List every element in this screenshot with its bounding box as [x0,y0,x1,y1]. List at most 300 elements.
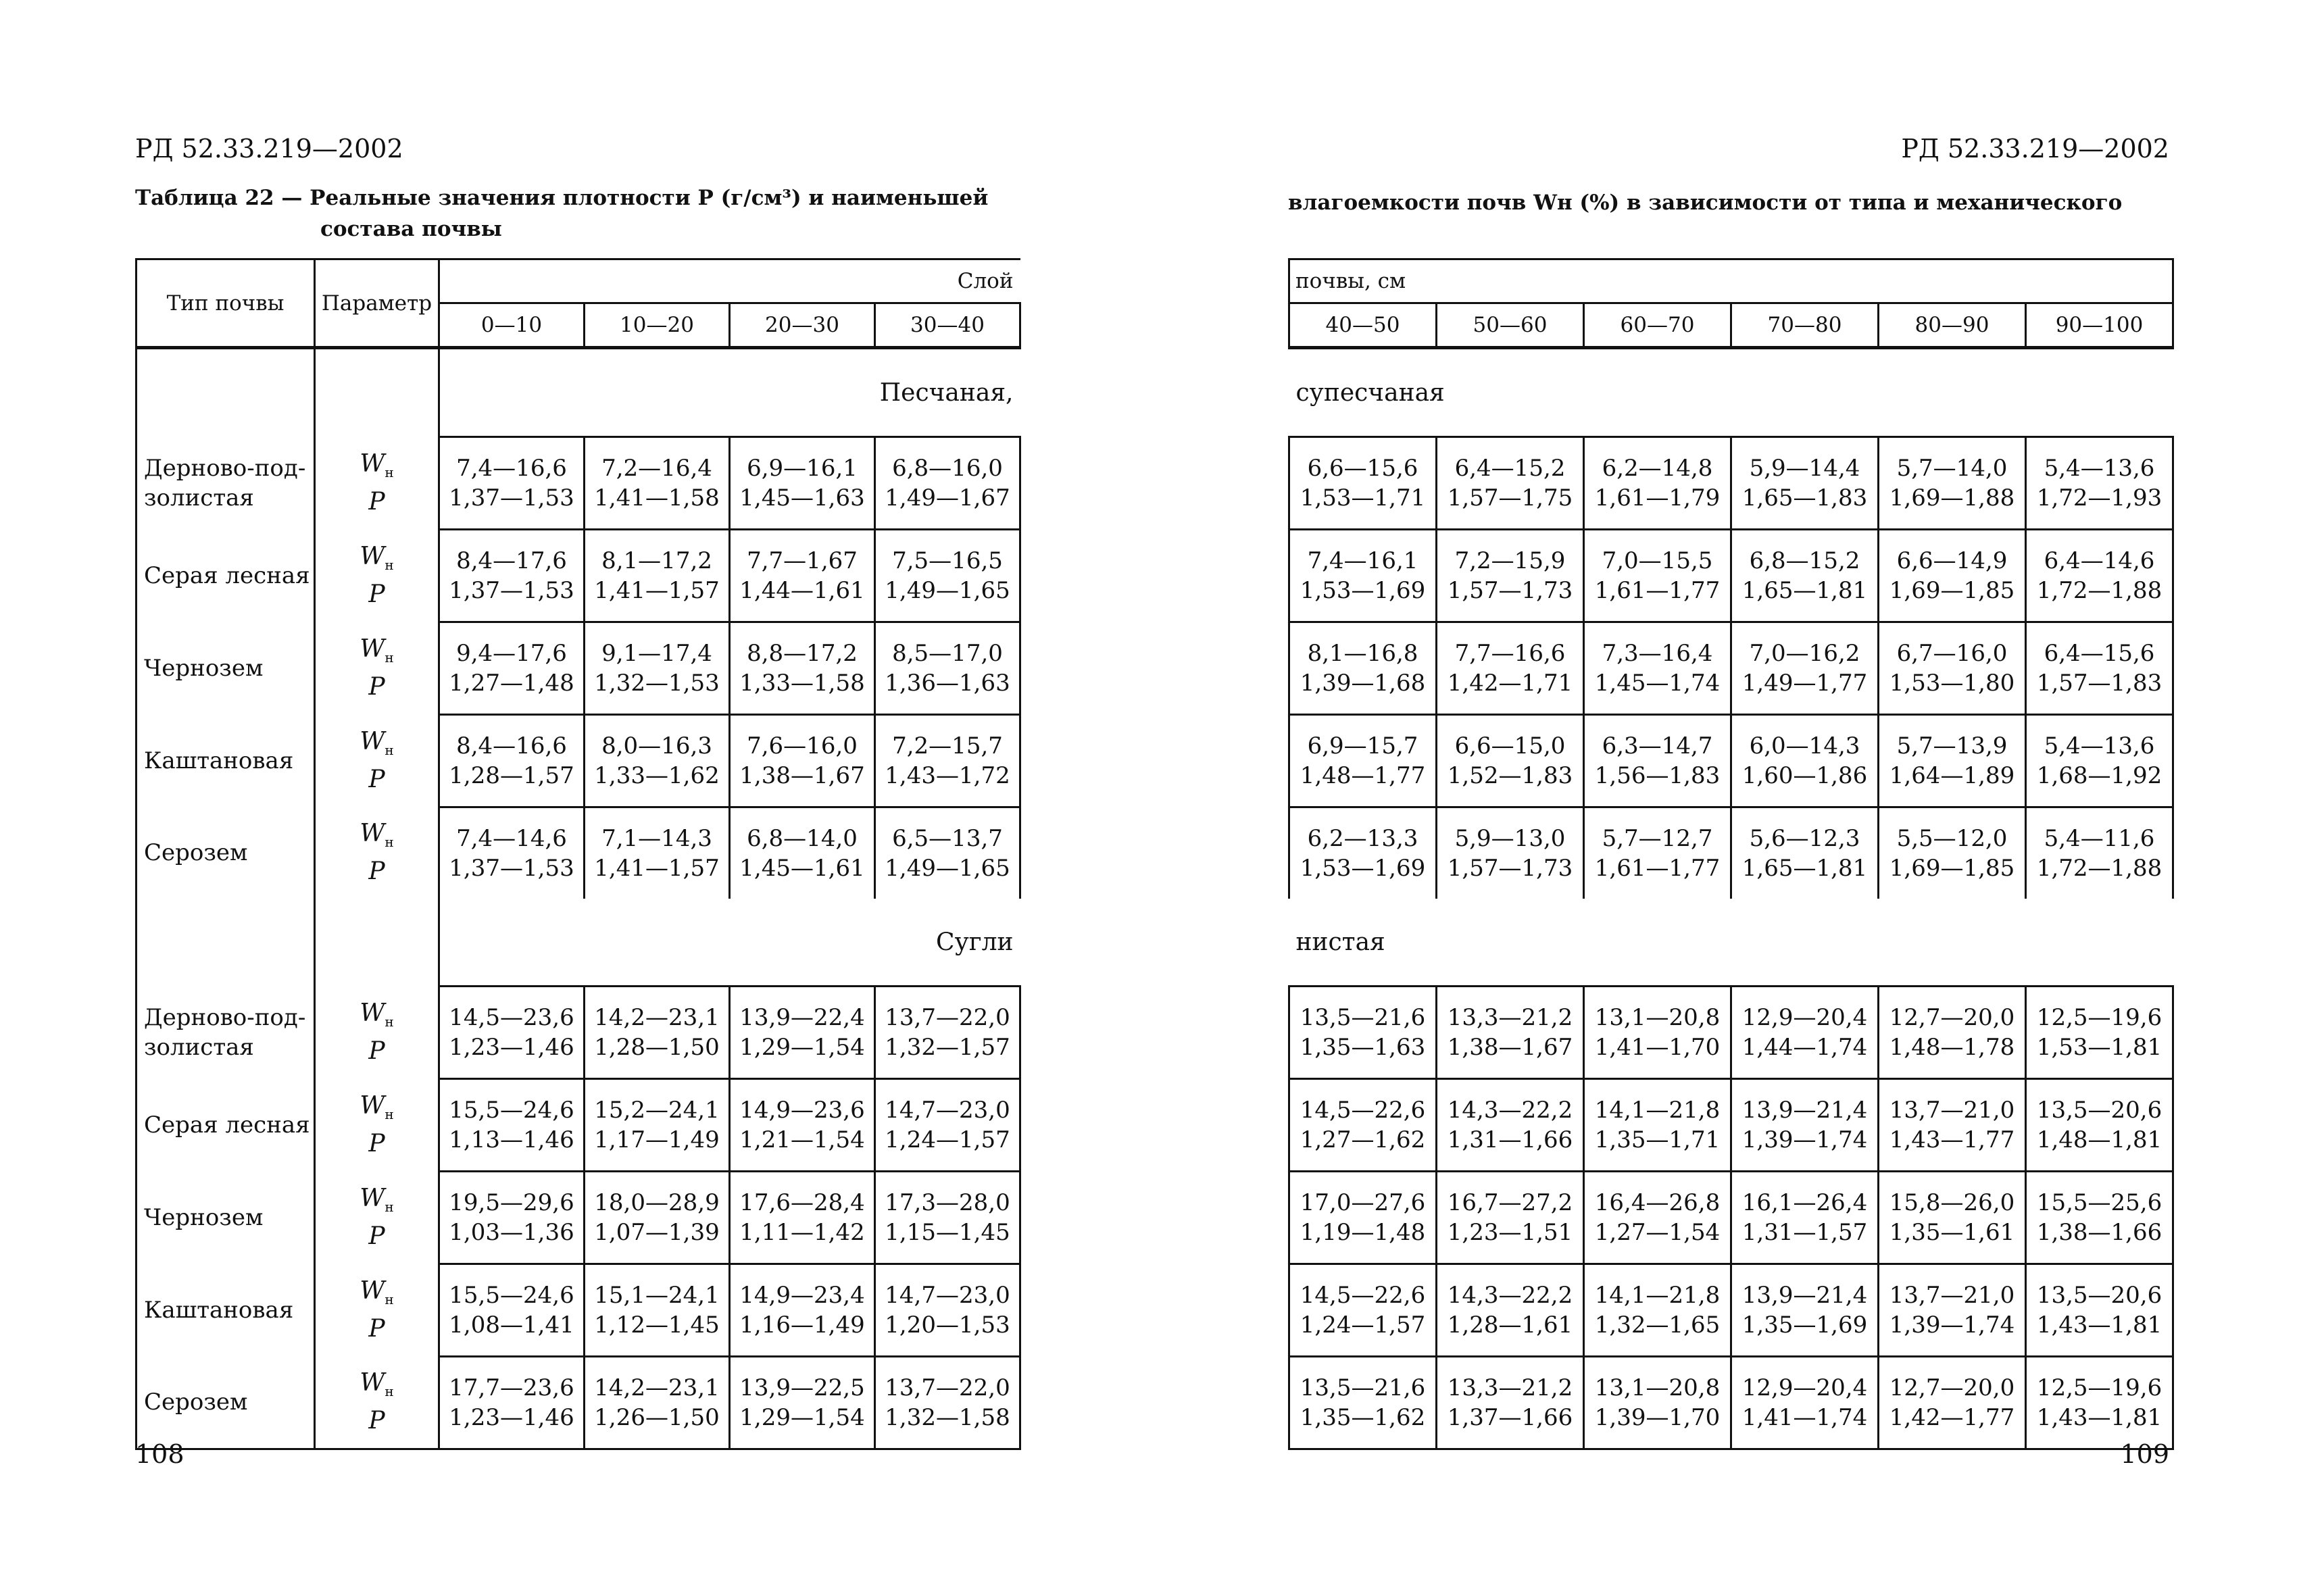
value-cell [585,530,730,622]
moisture-range: 6,4—14,6 [2044,547,2155,574]
moisture-range: 6,5—13,7 [892,825,1003,852]
parameter-w-subscript: н [385,557,394,574]
moisture-range: 14,9—23,4 [739,1282,865,1309]
moisture-range: 6,4—15,6 [2044,640,2155,667]
table-row [1289,1172,2173,1264]
value-cell [1584,715,1731,807]
layer-header: Слой [439,259,1020,303]
moisture-range: 14,9—23,6 [739,1097,865,1124]
density-range: 1,36—1,63 [885,670,1010,697]
density-range: 1,16—1,49 [739,1312,865,1339]
density-range: 1,65—1,81 [1741,855,1868,882]
parameter-w: W [360,634,385,663]
moisture-range: 14,2—23,1 [594,1374,720,1401]
value-cell [1731,715,1879,807]
layer-range-header: 50—60 [1437,303,1584,348]
layer-range-header: 20—30 [730,303,875,348]
moisture-range: 15,8—26,0 [1889,1189,2015,1216]
density-range: 1,27—1,54 [1594,1219,1721,1246]
moisture-range: 6,8—16,0 [892,455,1003,482]
density-range: 1,65—1,81 [1741,577,1868,604]
value-cell [875,715,1020,807]
density-range: 1,12—1,45 [594,1312,720,1339]
soil-type: Каштановая [137,715,315,807]
parameter-w-label [316,1184,438,1222]
density-range: 1,37—1,53 [449,484,574,512]
density-range: 1,53—1,81 [2036,1034,2162,1061]
moisture-range: 13,9—21,4 [1741,1282,1868,1309]
parameter-cell [315,807,439,899]
table-row [137,1357,1020,1449]
parameter-w-subscript: н [385,1106,394,1123]
value-cell [1289,807,1437,899]
layer-range-header: 60—70 [1584,303,1731,348]
value-cell [875,807,1020,899]
moisture-range: 9,4—17,6 [456,640,567,667]
density-range: 1,31—1,57 [1741,1219,1868,1246]
parameter-w: W [360,820,385,848]
table-row [1289,622,2173,715]
moisture-range: 14,7—23,0 [885,1282,1010,1309]
moisture-range: 16,4—26,8 [1594,1189,1721,1216]
value-cell [730,1357,875,1449]
density-range: 1,52—1,83 [1447,762,1573,789]
value-cell [1584,1264,1731,1357]
parameter-p-label: P [368,1222,385,1251]
density-range: 1,35—1,69 [1741,1312,1868,1339]
parameter-w-subscript: н [385,1199,394,1216]
moisture-range: 6,6—15,0 [1454,732,1566,759]
layer-range-header: 40—50 [1289,303,1437,348]
value-cell [730,530,875,622]
value-cell [1289,1264,1437,1357]
section-heading-row [137,899,1020,987]
value-cell [1584,530,1731,622]
moisture-range: 6,6—15,6 [1307,455,1418,482]
moisture-range: 18,0—28,9 [594,1189,720,1216]
density-range: 1,28—1,57 [449,762,574,789]
value-cell [875,987,1020,1079]
moisture-range: 8,1—17,2 [601,547,712,574]
density-range: 1,19—1,48 [1300,1219,1426,1246]
parameter-w-subscript: н [385,1383,394,1400]
moisture-range: 6,2—13,3 [1307,825,1418,852]
value-cell [875,1172,1020,1264]
moisture-range: 7,2—16,4 [601,455,712,482]
value-cell [2026,807,2173,899]
density-range: 1,61—1,79 [1594,484,1721,512]
moisture-range: 16,1—26,4 [1741,1189,1868,1216]
value-cell [1437,807,1584,899]
value-cell [2026,622,2173,715]
parameter-cell [315,1264,439,1357]
table-row [137,807,1020,899]
density-range: 1,42—1,71 [1447,670,1573,697]
parameter-p-label: P [368,1407,385,1435]
parameter-cell [315,1172,439,1264]
moisture-range: 6,0—14,3 [1749,732,1860,759]
value-cell [1289,622,1437,715]
value-cell [730,715,875,807]
moisture-range: 5,6—12,3 [1749,825,1860,852]
moisture-range: 6,7—16,0 [1896,640,2008,667]
density-range: 1,61—1,77 [1594,855,1721,882]
table-row [137,530,1020,622]
parameter-w-label [316,1276,438,1314]
value-cell [439,1172,585,1264]
density-range: 1,15—1,45 [885,1219,1010,1246]
table-row [137,437,1020,530]
parameter-cell [315,437,439,530]
density-range: 1,29—1,54 [739,1034,865,1061]
data-table-left-page [135,258,1021,1450]
value-cell [730,1264,875,1357]
density-range: 1,08—1,41 [449,1312,574,1339]
soil-type: Чернозем [137,1172,315,1264]
density-range: 1,37—1,66 [1447,1404,1573,1431]
moisture-range: 7,2—15,7 [892,732,1003,759]
density-range: 1,38—1,66 [2036,1219,2162,1246]
moisture-range: 7,4—16,1 [1307,547,1418,574]
density-range: 1,57—1,83 [2036,670,2162,697]
density-range: 1,57—1,75 [1447,484,1573,512]
density-range: 1,32—1,57 [885,1034,1010,1061]
soil-type: Дерново-под- золистая [137,437,315,530]
value-cell [730,987,875,1079]
density-range: 1,56—1,83 [1594,762,1721,789]
parameter-w-label [316,1091,438,1129]
moisture-range: 7,4—16,6 [456,455,567,482]
value-cell [1879,1357,2026,1449]
moisture-range: 6,2—14,8 [1602,455,1713,482]
density-range: 1,37—1,53 [449,855,574,882]
moisture-range: 7,7—16,6 [1454,640,1566,667]
value-cell [1879,1264,2026,1357]
moisture-range: 12,5—19,6 [2036,1004,2162,1031]
moisture-range: 7,0—16,2 [1749,640,1860,667]
density-range: 1,49—1,65 [885,577,1010,604]
moisture-range: 5,9—14,4 [1749,455,1860,482]
moisture-range: 9,1—17,4 [601,640,712,667]
soil-type: Дерново-под- золистая [137,987,315,1079]
value-cell [585,1264,730,1357]
value-cell [439,530,585,622]
value-cell [585,715,730,807]
value-cell [730,1172,875,1264]
value-cell [1584,1172,1731,1264]
density-range: 1,49—1,77 [1741,670,1868,697]
density-range: 1,53—1,69 [1300,855,1426,882]
density-range: 1,49—1,67 [885,484,1010,512]
moisture-range: 17,6—28,4 [739,1189,865,1216]
moisture-range: 14,1—21,8 [1594,1282,1721,1309]
moisture-range: 7,6—16,0 [747,732,858,759]
soil-type: Каштановая [137,1264,315,1357]
moisture-range: 6,4—15,2 [1454,455,1566,482]
moisture-range: 13,7—22,0 [885,1004,1010,1031]
table-caption-left [135,182,988,245]
density-range: 1,03—1,36 [449,1219,574,1246]
value-cell [585,1357,730,1449]
value-cell [585,622,730,715]
density-range: 1,27—1,48 [449,670,574,697]
moisture-range: 14,2—23,1 [594,1004,720,1031]
density-range: 1,23—1,46 [449,1404,574,1431]
caption-line-2: состава почвы [320,217,502,241]
value-cell [1731,1357,1879,1449]
parameter-w: W [360,1276,385,1305]
moisture-range: 8,1—16,8 [1307,640,1418,667]
density-range: 1,45—1,61 [739,855,865,882]
moisture-range: 5,4—13,6 [2044,732,2155,759]
value-cell [1437,437,1584,530]
value-cell [1289,437,1437,530]
moisture-range: 12,9—20,4 [1741,1374,1868,1401]
header-row [1289,259,2173,303]
value-cell [1437,530,1584,622]
layer-range-header: 80—90 [1879,303,2026,348]
table-row [137,715,1020,807]
density-range: 1,69—1,85 [1889,855,2015,882]
density-range: 1,43—1,77 [1889,1126,2015,1153]
density-range: 1,72—1,88 [2036,577,2162,604]
parameter-w: W [360,727,385,755]
density-range: 1,26—1,50 [594,1404,720,1431]
value-cell [875,1079,1020,1172]
value-cell [1731,1079,1879,1172]
density-range: 1,57—1,73 [1447,855,1573,882]
moisture-range: 7,1—14,3 [601,825,712,852]
value-cell [1437,1264,1584,1357]
value-cell [1584,1357,1731,1449]
layer-range-header: 10—20 [585,303,730,348]
page-number-left: 108 [135,1439,184,1469]
value-cell [875,1357,1020,1449]
moisture-range: 13,9—21,4 [1741,1097,1868,1124]
section-label: Сугли [936,928,1014,956]
density-range: 1,44—1,61 [739,577,865,604]
value-cell [439,622,585,715]
moisture-range: 14,5—22,6 [1300,1282,1426,1309]
density-range: 1,53—1,80 [1889,670,2015,697]
layer-range-row [1289,303,2173,348]
value-cell [2026,1357,2173,1449]
moisture-range: 8,4—17,6 [456,547,567,574]
density-range: 1,38—1,67 [1447,1034,1573,1061]
value-cell [2026,437,2173,530]
table-row [137,987,1020,1079]
density-range: 1,61—1,77 [1594,577,1721,604]
value-cell [1731,530,1879,622]
value-cell [1289,987,1437,1079]
table-row [137,1172,1020,1264]
density-range: 1,49—1,65 [885,855,1010,882]
moisture-range: 5,7—12,7 [1602,825,1713,852]
parameter-w-subscript: н [385,1014,394,1030]
moisture-range: 7,4—14,6 [456,825,567,852]
value-cell [1731,622,1879,715]
value-cell [439,1079,585,1172]
moisture-range: 17,7—23,6 [449,1374,574,1401]
value-cell [1879,622,2026,715]
density-range: 1,38—1,67 [739,762,865,789]
document-code-right: РД 52.33.219—2002 [1901,134,2169,164]
moisture-range: 13,3—21,2 [1447,1374,1573,1401]
density-range: 1,48—1,81 [2036,1126,2162,1153]
table-caption-right: влагоемкости почв Wн (%) в зависимости от типа и механического [1288,191,2123,215]
moisture-range: 7,7—1,67 [747,547,858,574]
parameter-w-label [316,634,438,672]
parameter-w: W [360,999,385,1027]
parameter-w: W [360,1184,385,1212]
document-code-left: РД 52.33.219—2002 [135,134,403,164]
parameter-p-label: P [368,766,385,794]
moisture-range: 15,5—25,6 [2036,1189,2162,1216]
value-cell [1584,622,1731,715]
density-range: 1,48—1,78 [1889,1034,2015,1061]
header-row [137,259,1020,303]
value-cell [439,1357,585,1449]
density-range: 1,41—1,58 [594,484,720,512]
density-range: 1,68—1,92 [2036,762,2162,789]
parameter-w: W [360,449,385,478]
value-cell [1584,807,1731,899]
moisture-range: 6,9—16,1 [747,455,858,482]
value-cell [1584,987,1731,1079]
density-range: 1,24—1,57 [1300,1312,1426,1339]
density-range: 1,35—1,71 [1594,1126,1721,1153]
value-cell [585,807,730,899]
density-range: 1,48—1,77 [1300,762,1426,789]
section-heading-row [137,348,1020,437]
value-cell [1879,987,2026,1079]
table-row [1289,987,2173,1079]
density-range: 1,43—1,81 [2036,1404,2162,1431]
moisture-range: 8,0—16,3 [601,732,712,759]
layer-range-header: 30—40 [875,303,1020,348]
soil-type: Серая лесная [137,530,315,622]
section-heading-row [1289,899,2173,987]
moisture-range: 6,9—15,7 [1307,732,1418,759]
moisture-range: 12,7—20,0 [1889,1374,2015,1401]
density-range: 1,32—1,58 [885,1404,1010,1431]
parameter-w: W [360,542,385,570]
moisture-range: 14,1—21,8 [1594,1097,1721,1124]
layer-range-header: 70—80 [1731,303,1879,348]
moisture-range: 16,7—27,2 [1447,1189,1573,1216]
value-cell [1437,1172,1584,1264]
moisture-range: 6,8—14,0 [747,825,858,852]
value-cell [2026,987,2173,1079]
parameter-w-label [316,542,438,580]
table-row [1289,715,2173,807]
value-cell [1879,530,2026,622]
layer-range-header: 0—10 [439,303,585,348]
density-range: 1,13—1,46 [449,1126,574,1153]
moisture-range: 8,4—16,6 [456,732,567,759]
value-cell [1437,1079,1584,1172]
moisture-range: 13,9—22,4 [739,1004,865,1031]
parameter-w: W [360,1369,385,1397]
density-range: 1,69—1,88 [1889,484,2015,512]
moisture-range: 5,5—12,0 [1896,825,2008,852]
soil-type-header: Тип почвы [137,259,315,348]
density-range: 1,53—1,71 [1300,484,1426,512]
table-row [1289,530,2173,622]
moisture-range: 13,3—21,2 [1447,1004,1573,1031]
value-cell [2026,1264,2173,1357]
moisture-range: 7,5—16,5 [892,547,1003,574]
density-range: 1,11—1,42 [739,1219,865,1246]
moisture-range: 5,9—13,0 [1454,825,1566,852]
caption-line-1: Таблица 22 — Реальные значения плотности P (г/см³) и наименьшей [135,186,989,210]
parameter-w-subscript: н [385,742,394,759]
moisture-range: 12,7—20,0 [1889,1004,2015,1031]
layer-header-continued: почвы, см [1289,259,2173,303]
parameter-cell [315,987,439,1079]
density-range: 1,60—1,86 [1741,762,1868,789]
soil-type: Серозем [137,807,315,899]
parameter-p-label: P [368,1037,385,1066]
value-cell [730,622,875,715]
value-cell [439,807,585,899]
moisture-range: 14,5—22,6 [1300,1097,1426,1124]
value-cell [1879,437,2026,530]
value-cell [2026,530,2173,622]
table-row [1289,807,2173,899]
value-cell [1731,1172,1879,1264]
parameter-w-subscript: н [385,1291,394,1308]
parameter-p-label: P [368,580,385,609]
value-cell [1584,437,1731,530]
parameter-w: W [360,1091,385,1120]
parameter-w-subscript: н [385,834,394,851]
parameter-header: Параметр [315,259,439,348]
density-range: 1,39—1,68 [1300,670,1426,697]
moisture-range: 13,7—22,0 [885,1374,1010,1401]
density-range: 1,33—1,58 [739,670,865,697]
value-cell [1731,807,1879,899]
density-range: 1,28—1,50 [594,1034,720,1061]
parameter-p-label: P [368,1130,385,1158]
value-cell [1437,622,1584,715]
soil-type: Серая лесная [137,1079,315,1172]
value-cell [439,715,585,807]
moisture-range: 7,0—15,5 [1602,547,1713,574]
moisture-range: 15,5—24,6 [449,1282,574,1309]
moisture-range: 14,7—23,0 [885,1097,1010,1124]
parameter-w-subscript: н [385,649,394,666]
moisture-range: 13,7—21,0 [1889,1282,2015,1309]
parameter-cell [315,530,439,622]
density-range: 1,23—1,51 [1447,1219,1573,1246]
table-row [1289,1357,2173,1449]
value-cell [730,437,875,530]
soil-type: Серозем [137,1357,315,1449]
density-range: 1,64—1,89 [1889,762,2015,789]
moisture-range: 13,5—20,6 [2036,1282,2162,1309]
density-range: 1,39—1,74 [1889,1312,2015,1339]
value-cell [2026,715,2173,807]
moisture-range: 13,1—20,8 [1594,1374,1721,1401]
density-range: 1,39—1,70 [1594,1404,1721,1431]
value-cell [585,1079,730,1172]
section-label: нистая [1295,928,1385,956]
moisture-range: 5,4—13,6 [2044,455,2155,482]
value-cell [1289,1079,1437,1172]
table-row [1289,1079,2173,1172]
parameter-p-label: P [368,857,385,886]
